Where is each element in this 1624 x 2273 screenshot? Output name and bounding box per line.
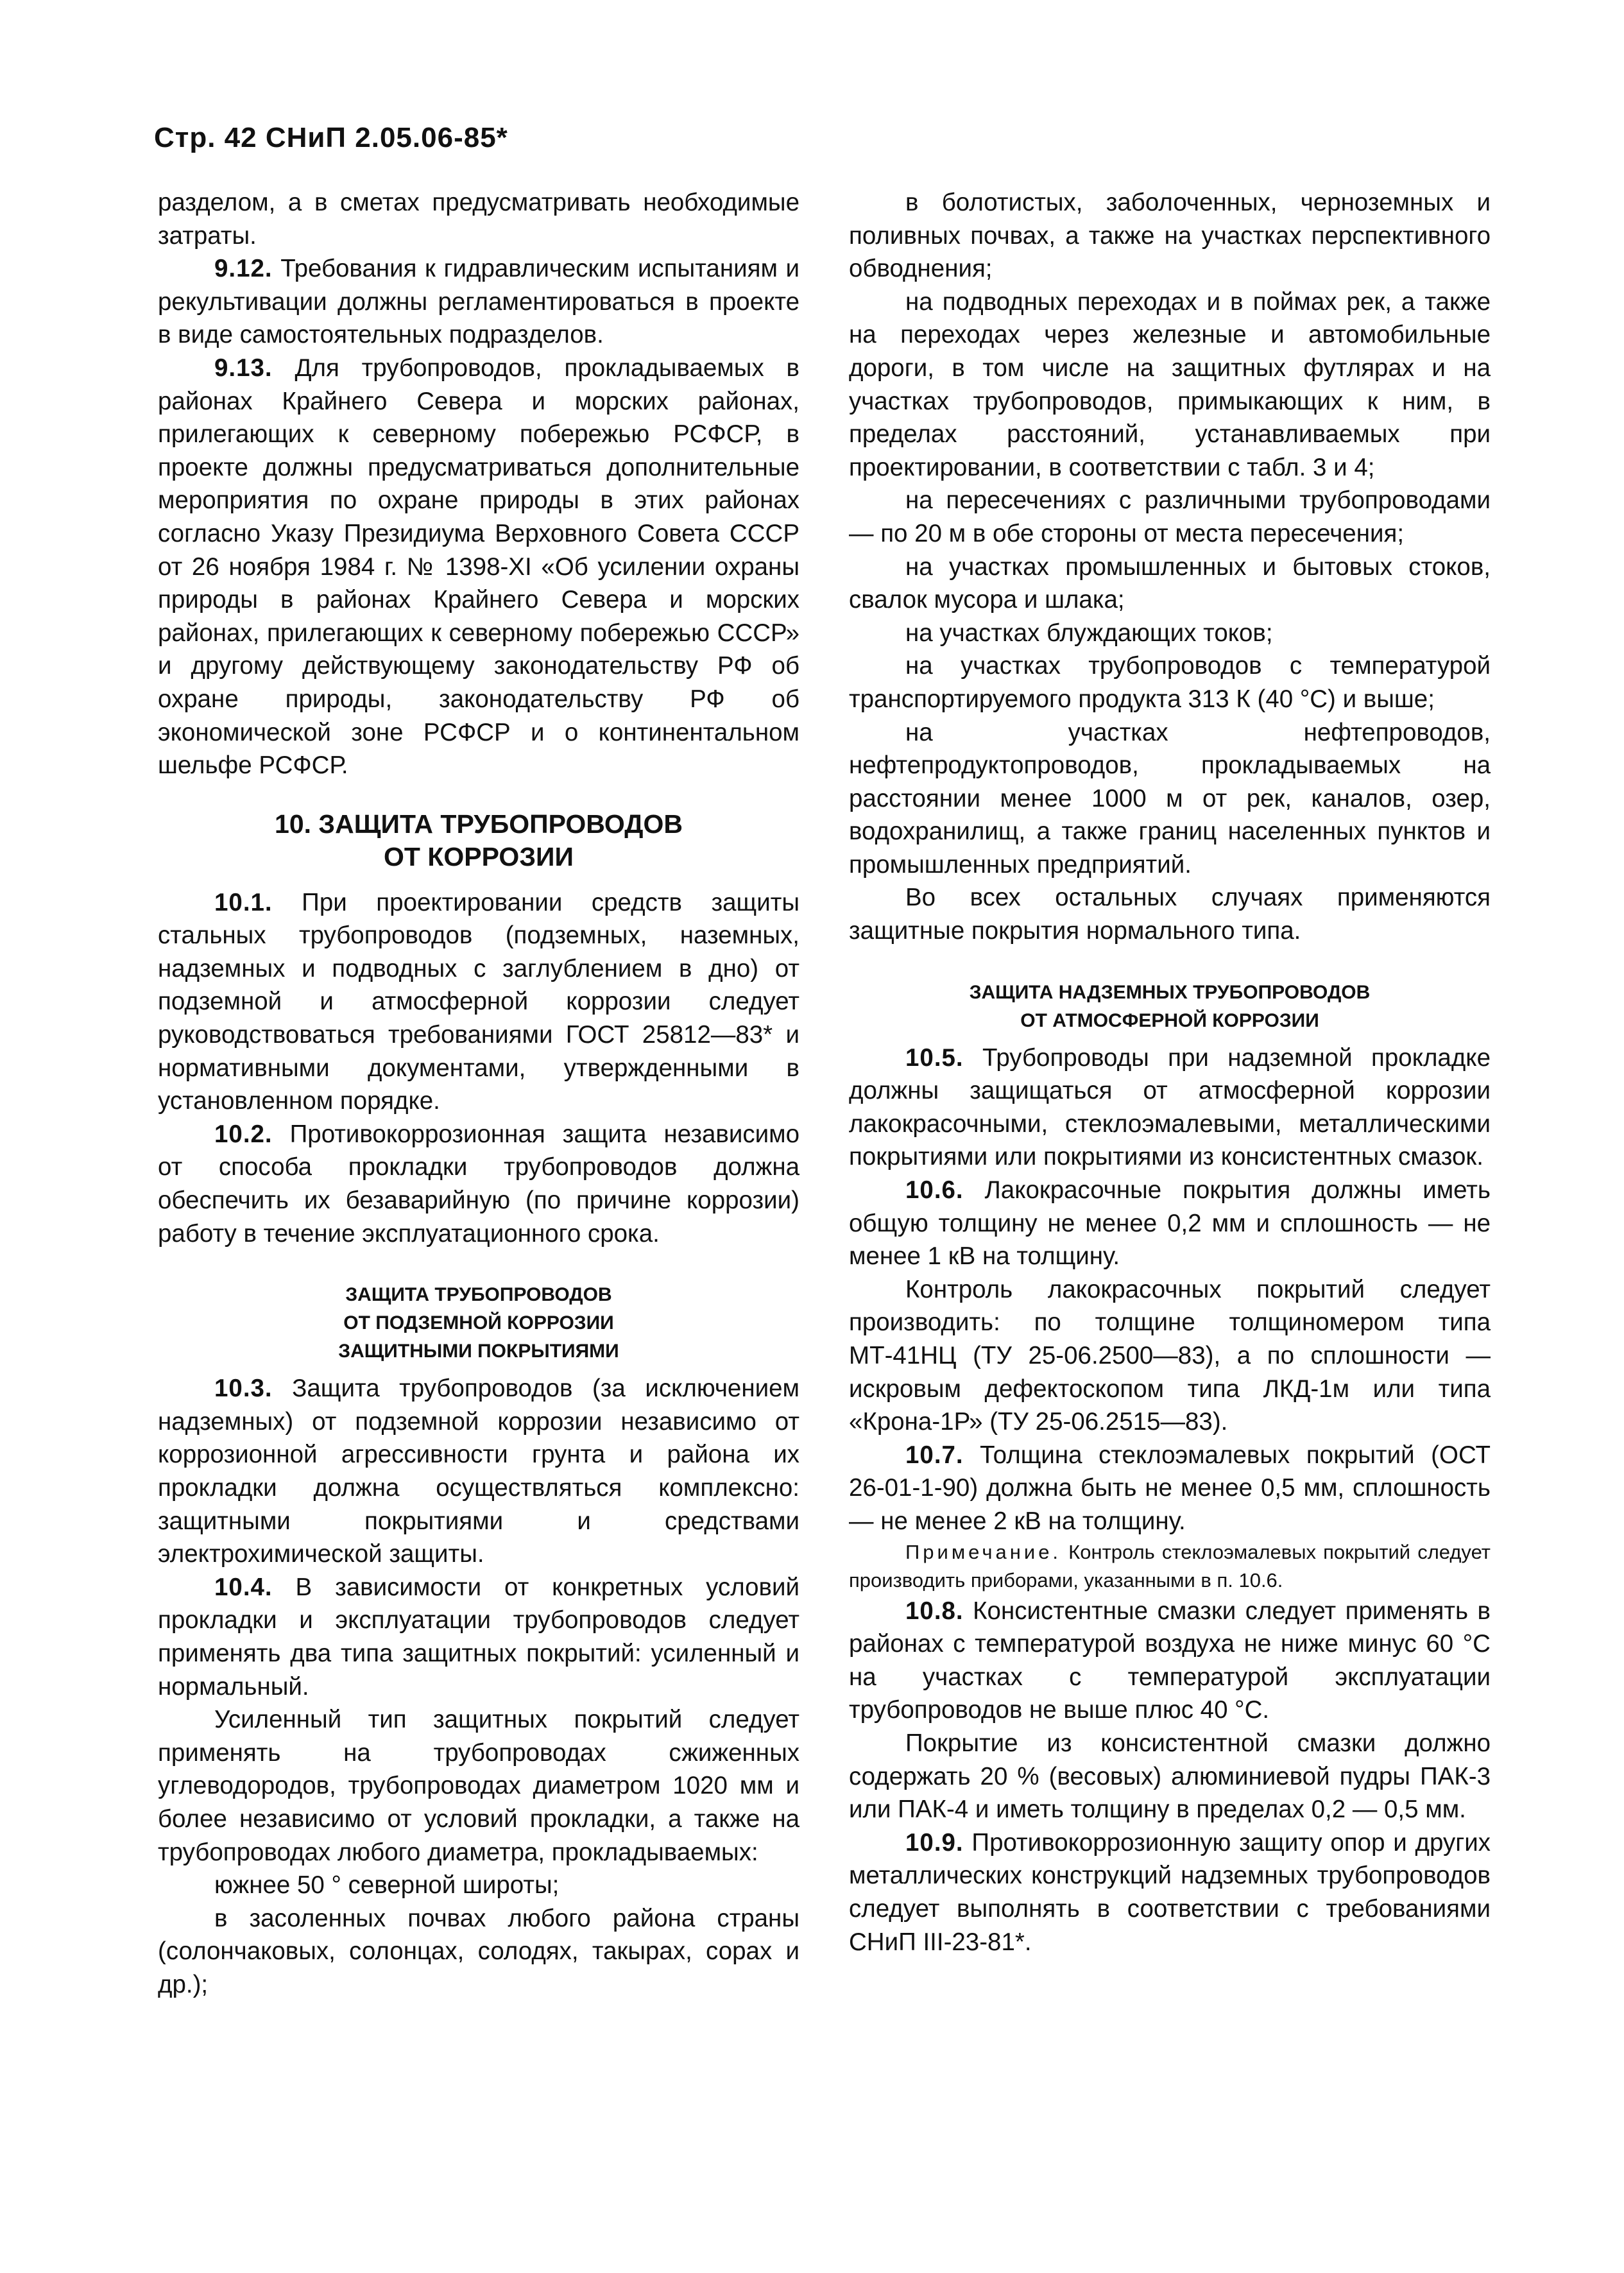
clause-number: 10.6. — [905, 1176, 964, 1205]
clause-text: Противокоррозионную защиту опор и других металлических конструкций надземных трубопроводов следует выполнять в соответствии с требованиями СНиП III-23-81*. — [849, 1828, 1491, 1956]
list-item: в болотистых, заболоченных, черноземных и поливных почвах, а также на участках перспективного обводнения; — [849, 189, 1491, 283]
clause-number: 10.2. — [214, 1120, 273, 1148]
note-label: Примечание. — [905, 1540, 1062, 1563]
subsection-heading-underground — [158, 1281, 799, 1366]
subsection-heading-line: ОТ ПОДЗЕМНОЙ КОРРОЗИИ — [343, 1312, 614, 1334]
clause-text: Консистентные смазки следует применять в районах с температурой воздуха не ниже минус 60 °С на участках с температурой эксплуатации трубопроводов не выше плюс 40 °С. — [849, 1597, 1491, 1724]
clause-10-1 — [158, 886, 799, 1118]
paragraph: разделом, а в сметах предусматривать необходимые затраты. — [158, 189, 799, 250]
list-item: в засоленных почвах любого района страны (солончаковых, солонцах, солодях, такырах, сорах и др.); — [158, 1904, 799, 1998]
subsection-heading-line: ЗАЩИТА ТРУБОПРОВОДОВ — [345, 1284, 612, 1306]
clause-text: Трубопроводы при надземной прокладке должны защищаться от атмосферной коррозии лакокрасочными, стеклоэмалевыми, металлическими покрытиями или покрытиями из консистентных смазок. — [849, 1043, 1491, 1171]
list-item: на участках нефтепроводов, нефтепродуктопроводов, прокладываемых на расстоянии менее 1000 м от рек, каналов, озер, водохранилищ, а также границ населенных пунктов и промышленных предприятий. — [849, 718, 1491, 879]
clause-text: Требования к гидравлическим испытаниям и рекультивации должны регламентироваться в проекте в виде самостоятельных подразделов. — [158, 255, 799, 349]
clause-10-4 — [158, 1571, 799, 1703]
clause-number: 10.8. — [905, 1597, 964, 1625]
clause-number: 10.3. — [214, 1375, 273, 1403]
clause-10-2 — [158, 1118, 799, 1250]
clause-number: 10.7. — [905, 1441, 964, 1469]
note-text: Контроль стеклоэмалевых покрытий следует производить приборами, указанными в п. 10.6. — [849, 1540, 1491, 1591]
clause-9-12 — [158, 252, 799, 352]
list-item: на участках блуждающих токов; — [905, 619, 1273, 647]
clause-10-6 — [849, 1174, 1491, 1273]
clause-10-7 — [849, 1439, 1491, 1538]
clause-text: Противокоррозионная защита независимо от способа прокладки трубопроводов должна обеспечить их безаварийную (по причине коррозии) работу в течение эксплуатационного срока. — [158, 1120, 799, 1248]
clause-10-5 — [849, 1042, 1491, 1174]
list-item: на подводных переходах и в поймах рек, а также на переходах через железные и автомобильные дороги, в том числе на защитных футлярах и на участках трубопроводов, примыкающих к ним, в пределах расстояний, устанавливаемых при проектировании, в соответствии с табл. 3 и 4; — [849, 287, 1491, 481]
clause-text: Лакокрасочные покрытия должны иметь общую толщину не менее 0,2 мм и сплошность — не менее 1 кВ на толщину. — [849, 1176, 1491, 1271]
list-item: на участках промышленных и бытовых стоков, свалок мусора и шлака; — [849, 553, 1491, 614]
section-heading-10 — [158, 808, 799, 873]
clause-10-3 — [158, 1372, 799, 1571]
clause-10-9 — [849, 1826, 1491, 1959]
note — [849, 1538, 1491, 1595]
clause-number: 10.4. — [214, 1573, 273, 1601]
clause-text: При проектировании средств защиты стальных трубопроводов (подземных, наземных, надземных и подводных с заглублением в дно) от подземной и атмосферной коррозии следует руководствоваться требованиями ГОСТ 25812—83* и нормативными документами, утвержденными в установленном порядке. — [158, 888, 799, 1115]
clause-number: 10.1. — [214, 888, 273, 916]
list-item: южнее 50 ° северной широты; — [214, 1871, 560, 1900]
clause-9-13 — [158, 352, 799, 782]
paragraph: Усиленный тип защитных покрытий следует применять на трубопроводах сжиженных углеводородов, трубопроводах диаметром 1020 мм и более независимо от условий прокладки, а также на трубопроводах любого диаметра, прокладываемых: — [158, 1706, 799, 1866]
subsection-heading-line: ЗАЩИТА НАДЗЕМНЫХ ТРУБОПРОВОДОВ — [969, 981, 1371, 1003]
paragraph: Покрытие из консистентной смазки должно содержать 20 % (весовых) алюминиевой пудры ПАК-3 или ПАК-4 и иметь толщину в пределах 0,2 — 0,5 мм. — [849, 1729, 1491, 1824]
subsection-heading-line: ОТ АТМОСФЕРНОЙ КОРРОЗИИ — [1020, 1009, 1319, 1031]
clause-number: 9.13. — [214, 354, 273, 382]
clause-text: В зависимости от конкретных условий прокладки и эксплуатации трубопроводов следует применять два типа защитных покрытий: усиленный и нормальный. — [158, 1573, 799, 1701]
section-heading-line: ОТ КОРРОЗИИ — [384, 841, 574, 871]
subsection-heading-line: ЗАЩИТНЫМИ ПОКРЫТИЯМИ — [338, 1341, 619, 1362]
clause-number: 10.5. — [905, 1043, 964, 1072]
list-item: на участках трубопроводов с температурой транспортируемого продукта 313 К (40 °С) и выше; — [849, 652, 1491, 713]
clause-10-8 — [849, 1595, 1491, 1727]
clause-text: Толщина стеклоэмалевых покрытий (ОСТ 26-01-1-90) должна быть не менее 0,5 мм, сплошность — не менее 2 кВ на толщину. — [849, 1441, 1491, 1535]
clause-number: 9.12. — [214, 255, 273, 283]
left-column — [158, 186, 799, 2002]
paragraph: Контроль лакокрасочных покрытий следует производить: по толщине толщиномером типа МТ-41НЦ (ТУ 25-06.2500—83), а по сплошности — искровым дефектоскопом типа ЛКД-1м или типа «Крона-1Р» (ТУ 25-06.2515—83). — [849, 1275, 1491, 1436]
page-header: Стр. 42 СНиП 2.05.06-85* — [154, 122, 508, 153]
clause-text: Для трубопроводов, прокладываемых в районах Крайнего Севера и морских районах, прилегающих к северному побережью РСФСР, в проекте должны предусматриваться дополнительные мероприятия по охране природы в этих районах согласно Указу Президиума Верховного Совета СССР от 26 ноября 1984 г. № 1398-XI «Об усилении охраны природы в районах Крайнего Севера и морских районах, прилегающих к северному побережью СССР» и другому действующему законодательству РФ об охране природы, законодательству РФ об экономической зоне РСФСР и о континентальном шельфе РСФСР. — [158, 354, 799, 780]
clause-number: 10.9. — [905, 1828, 964, 1857]
paragraph: Во всех остальных случаях применяются защитные покрытия нормального типа. — [849, 884, 1491, 945]
subsection-heading-aboveground — [849, 979, 1491, 1035]
right-column — [849, 186, 1491, 1959]
clause-text: Защита трубопроводов (за исключением надземных) от подземной коррозии независимо от коррозионной агрессивности грунта и района их прокладки должна осуществляться комплексно: защитными покрытиями и средствами электрохимической защиты. — [158, 1375, 799, 1568]
list-item: на пересечениях с различными трубопроводами — по 20 м в обе стороны от места пересечения; — [849, 486, 1491, 547]
section-heading-line: 10. ЗАЩИТА ТРУБОПРОВОДОВ — [275, 809, 683, 839]
